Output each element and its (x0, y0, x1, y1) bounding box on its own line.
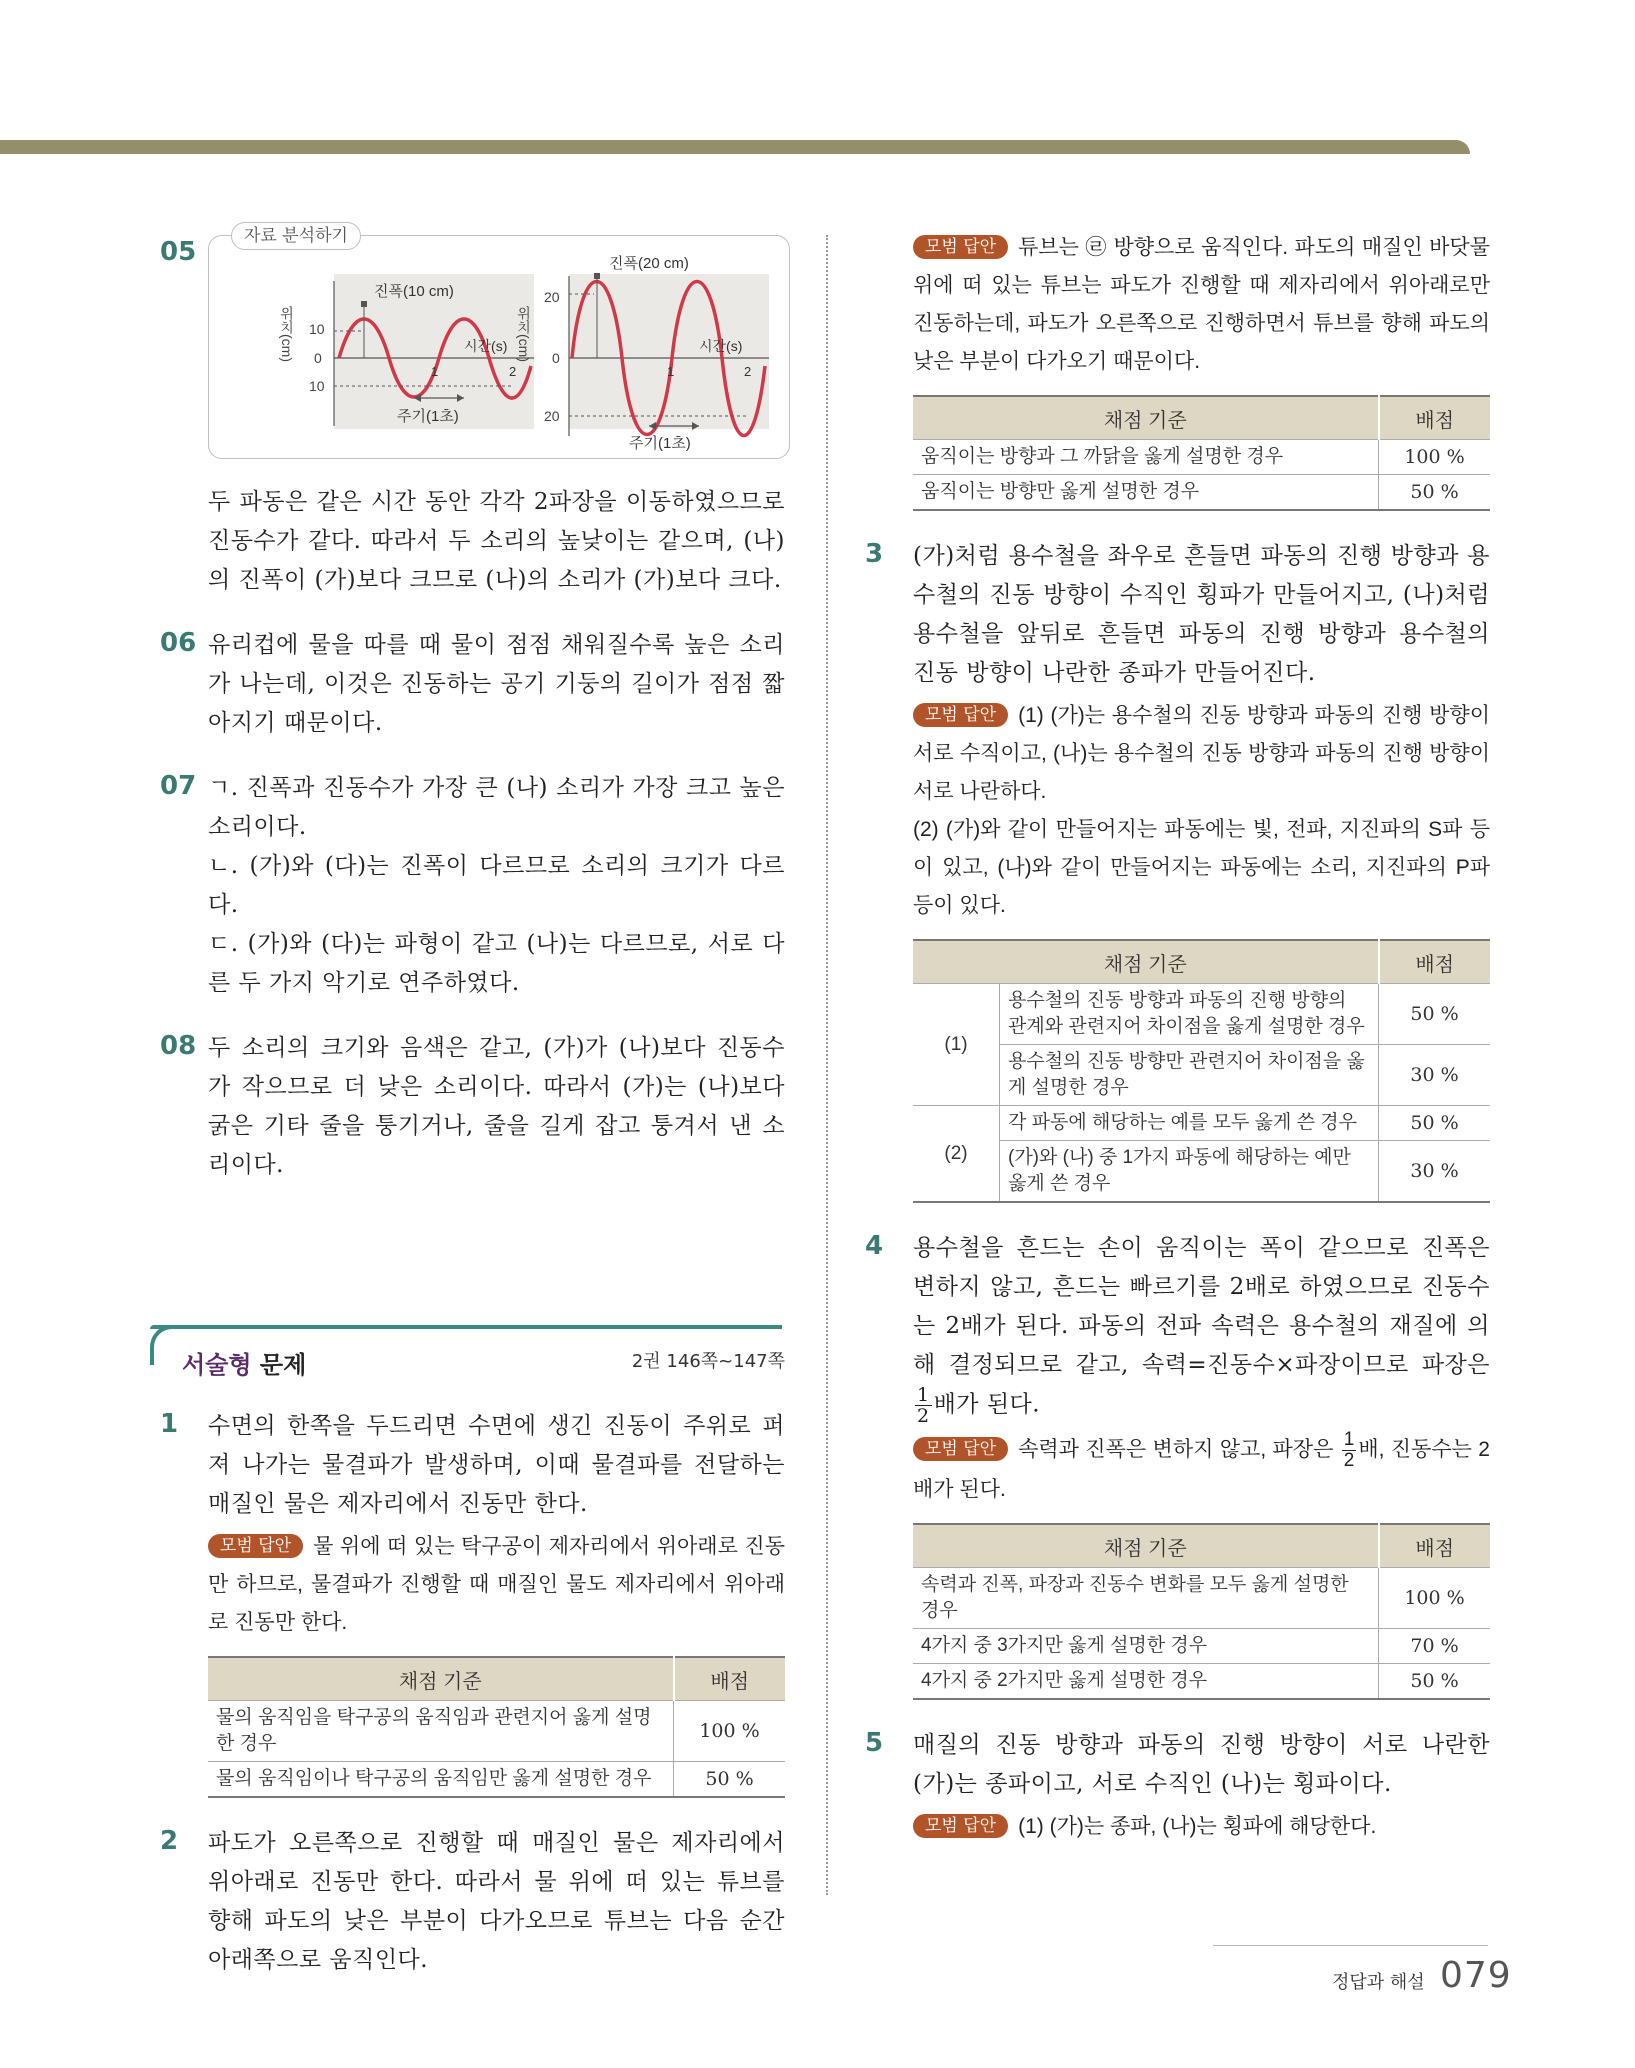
question-3-explanation: (가)처럼 용수철을 좌우로 흔들면 파동의 진행 방향과 용수철의 진동 방향이 수직인 횡파가 만들어지고, (나)처럼 용수철을 앞뒤로 흔들면 파동의 진행 방향과 용수철의 진동 방향이 나란한 종파가 만들어진다. (913, 543, 1490, 686)
chart-b-time-label: 시간(s) (699, 338, 743, 354)
table-row: (가)와 (나) 중 1가지 파동에 해당하는 예만 옳게 쓴 경우 30 % (913, 1141, 1490, 1203)
question-5-answer-text: (1) (가)는 종파, (나)는 횡파에 해당한다. (1018, 1815, 1377, 1838)
wave-chart-b (516, 254, 769, 452)
question-4-text-a: 용수철을 흔드는 손이 움직이는 폭이 같으므로 진폭은 변하지 않고, 흔드는 빠르기를 2배로 하였으므로 진동수는 2배가 된다. 파동의 전파 속력은 용수철의 재질에 의해 결정되므로 같고, 속력=진동수×파장이므로 파장은 (913, 1235, 1490, 1378)
question-4-model-answer (913, 1430, 1490, 1509)
model-answer-badge: 모범 답안 (913, 235, 1008, 259)
chart-a-ylabel: 위치(cm) (279, 306, 295, 362)
question-1-answer-text: 물 위에 떠 있는 탁구공이 제자리에서 위아래로 진동만 하므로, 물결파가 진행할 때 매질인 물도 제자리에서 위아래로 진동만 한다. (208, 1535, 785, 1634)
criteria-header: 채점 기준 (208, 1657, 674, 1701)
question-4-text-b: 배가 된다. (933, 1391, 1041, 1418)
question-4-explanation (913, 1229, 1490, 1426)
item-number: 05 (160, 237, 197, 267)
item-05-text (160, 483, 785, 600)
section-header (160, 1325, 785, 1381)
left-column (160, 226, 785, 2006)
table-row: 물의 움직임을 탁구공의 움직임과 관련지어 옳게 설명한 경우 100 % (208, 1701, 785, 1762)
question-3 (865, 537, 1490, 1203)
question-1-model-answer (208, 1528, 785, 1642)
chart-b-amp-label: 진폭(20 cm) (609, 255, 689, 272)
chart-b-yzero: 0 (552, 350, 560, 366)
question-3-score-table (913, 939, 1490, 1203)
question-2-model-answer (913, 229, 1490, 381)
chart-a-ybot: 10 (309, 378, 325, 394)
data-analysis-tag: 자료 분석하기 (231, 222, 361, 250)
section-bar (150, 1325, 782, 1329)
question-number: 4 (865, 1231, 884, 1261)
question-4-answer-a: 속력과 진폭은 변하지 않고, 파장은 (1018, 1438, 1334, 1462)
criteria-header: 채점 기준 (913, 396, 1379, 440)
item-06-paragraph: 유리컵에 물을 따를 때 물이 점점 채워질수록 높은 소리가 나는데, 이것은 진동하는 공기 기둥의 길이가 점점 짧아지기 때문이다. (208, 632, 785, 736)
table-row: (1) 용수철의 진동 방향과 파동의 진행 방향의 관계와 관련지어 차이점을 옳게 설명한 경우 50 % (913, 984, 1490, 1045)
page-number: 079 (1440, 1955, 1512, 1996)
chart-b-ylabel: 위치(cm) (516, 306, 532, 362)
question-4-score-table (913, 1523, 1490, 1700)
question-2 (160, 1824, 785, 1980)
wave-charts (209, 236, 789, 458)
question-number: 2 (160, 1826, 179, 1856)
question-3-model-answer (913, 697, 1490, 925)
score-header: 배점 (674, 1657, 786, 1701)
question-3-answer-2: (2) (가)와 같이 만들어지는 파동에는 빛, 전파, 지진파의 S파 등이 있고, (나)와 같이 만들어지는 파동에는 소리, 지진파의 P파 등이 있다. (913, 818, 1490, 917)
model-answer-badge: 모범 답안 (913, 703, 1008, 727)
item-08 (160, 1029, 785, 1185)
question-1-score-table (208, 1656, 785, 1798)
data-analysis-box (208, 226, 790, 459)
question-5-explanation: 매질의 진동 방향과 파동의 진행 방향이 서로 나란한 (가)는 종파이고, 서로 수직인 (나)는 횡파이다. (913, 1732, 1490, 1797)
section-title-plain: 문제 (259, 1351, 307, 1379)
question-2-continued (905, 229, 1490, 511)
question-2-explanation: 파도가 오른쪽으로 진행할 때 매질인 물은 제자리에서 위아래로 진동만 한다. 따라서 물 위에 떠 있는 튜브를 향해 파도의 낮은 부분이 다가오므로 튜브는 다음 순간 아래쪽으로 움직인다. (208, 1830, 785, 1973)
score-header: 배점 (1379, 1524, 1491, 1568)
chart-b-t2: 2 (744, 364, 752, 379)
question-number: 1 (160, 1409, 179, 1439)
question-2-answer-text: 튜브는 ㉣ 방향으로 움직인다. 파도의 매질인 바닷물 위에 떠 있는 튜브는 파도가 진행할 때 제자리에서 위아래로만 진동하는데, 파도가 오른쪽으로 진행하면서 튜브를 향해 파도의 낮은 부분이 다가오기 때문이다. (913, 236, 1490, 373)
item-number: 07 (160, 771, 197, 801)
footer-label: 정답과 해설 (1332, 1972, 1425, 1993)
chart-b-t1: 1 (667, 364, 675, 379)
score-header: 배점 (1379, 940, 1491, 984)
table-row: (2) 각 파동에 해당하는 예를 모두 옳게 쓴 경우 50 % (913, 1106, 1490, 1141)
item-number: 06 (160, 628, 197, 658)
item-05-paragraph: 두 파동은 같은 시간 동안 각각 2파장을 이동하였으므로 진동수가 같다. 따라서 두 소리의 높낮이는 같으며, (나)의 진폭이 (가)보다 크므로 (나)의 소리가 (가)보다 크다. (208, 489, 785, 593)
question-4 (865, 1229, 1490, 1700)
table-row: 물의 움직임이나 탁구공의 움직임만 옳게 설명한 경우 50 % (208, 1762, 785, 1798)
question-5 (865, 1726, 1490, 1846)
chart-a-time-label: 시간(s) (464, 338, 508, 354)
item-number: 08 (160, 1031, 197, 1061)
table-row: 4가지 중 3가지만 옳게 설명한 경우 70 % (913, 1629, 1490, 1664)
table-row: 움직이는 방향만 옳게 설명한 경우 50 % (913, 475, 1490, 511)
fraction: $\frac{1}{2}$ (917, 1384, 930, 1427)
section-curve (150, 1325, 180, 1365)
model-answer-badge: 모범 답안 (208, 1534, 303, 1558)
question-2-score-table (913, 395, 1490, 511)
item-07-line-1: ㄱ. 진폭과 진동수가 가장 큰 (나) 소리가 가장 크고 높은 소리이다. (208, 775, 785, 840)
chart-b-ytop: 20 (544, 289, 560, 305)
wave-chart-a (279, 274, 534, 429)
model-answer-badge: 모범 답안 (913, 1437, 1008, 1461)
header-band (0, 140, 1470, 154)
column-divider (826, 235, 828, 1895)
chart-a-t2: 2 (509, 364, 517, 379)
question-4-answer-b: 배, 진동수는 2배가 된다. (913, 1438, 1490, 1501)
table-row: 용수철의 진동 방향만 관련지어 차이점을 옳게 설명한 경우 30 % (913, 1045, 1490, 1106)
footer-rule (1213, 1945, 1488, 1946)
model-answer-badge: 모범 답안 (913, 1814, 1008, 1838)
question-number: 5 (865, 1728, 884, 1758)
item-07-line-3: ㄷ. (가)와 (다)는 파형이 같고 (나)는 다르므로, 서로 다른 두 가지 악기로 연주하였다. (208, 931, 785, 996)
table-row: 4가지 중 2가지만 옳게 설명한 경우 50 % (913, 1664, 1490, 1700)
fraction: $\frac{1}{2}$ (1343, 1429, 1355, 1471)
criteria-header: 채점 기준 (913, 1524, 1379, 1568)
chart-a-period-label: 주기(1초) (397, 408, 459, 425)
right-column (865, 235, 1490, 1872)
chart-a-amp-label: 진폭(10 cm) (374, 283, 454, 300)
score-header: 배점 (1379, 396, 1491, 440)
section-title-colored: 서술형 (182, 1351, 252, 1379)
table-row: 속력과 진폭, 파장과 진동수 변화를 모두 옳게 설명한 경우 100 % (913, 1568, 1490, 1629)
question-1-explanation: 수면의 한쪽을 두드리면 수면에 생긴 진동이 주위로 퍼져 나가는 물결파가 발생하며, 이때 물결파를 전달하는 매질인 물은 제자리에서 진동만 한다. (208, 1413, 785, 1517)
table-row: 움직이는 방향과 그 까닭을 옳게 설명한 경우 100 % (913, 440, 1490, 475)
section-title (182, 1345, 306, 1380)
chart-a-ytop: 10 (309, 321, 325, 337)
item-07-line-2: ㄴ. (가)와 (다)는 진폭이 다르므로 소리의 크기가 다르다. (208, 853, 785, 918)
chart-a-yzero: 0 (314, 350, 322, 366)
section-page-ref: 2권 146쪽~147쪽 (631, 1351, 785, 1372)
item-06 (160, 626, 785, 743)
question-number: 3 (865, 539, 884, 569)
item-07 (160, 769, 785, 1003)
question-1 (160, 1407, 785, 1798)
chart-a-t1: 1 (431, 364, 439, 379)
chart-b-period-label: 주기(1초) (629, 435, 691, 452)
item-08-paragraph: 두 소리의 크기와 음색은 같고, (가)가 (나)보다 진동수가 작으므로 더 낮은 소리이다. 따라서 (가)는 (나)보다 굵은 기타 줄을 퉁기거나, 줄을 길게 잡고 퉁겨서 낸 소리이다. (208, 1035, 785, 1178)
question-5-model-answer (913, 1808, 1490, 1846)
chart-b-ybot: 20 (544, 408, 560, 424)
criteria-header: 채점 기준 (913, 940, 1379, 984)
question-3-answer-1: (1) (가)는 용수철의 진동 방향과 파동의 진행 방향이 서로 수직이고, (나)는 용수철의 진동 방향과 파동의 진행 방향이 서로 나란하다. (913, 704, 1490, 803)
